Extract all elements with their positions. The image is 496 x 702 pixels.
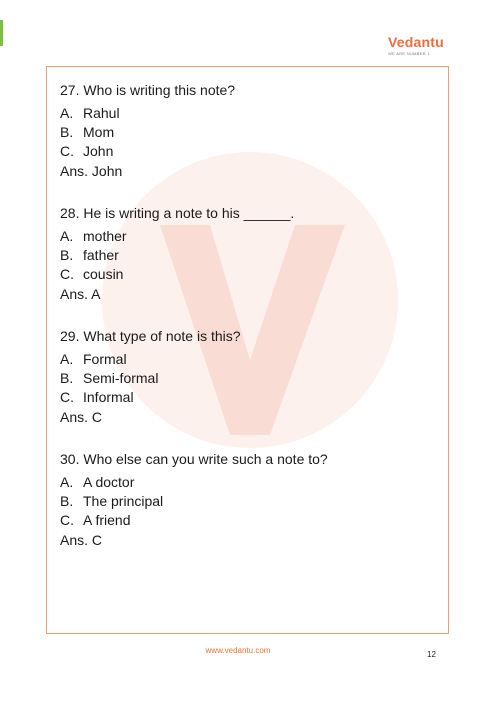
- option-letter: B.: [60, 247, 74, 263]
- option-letter: A.: [60, 474, 74, 490]
- answer-text: Ans. John: [60, 163, 123, 179]
- answer-text: Ans. A: [60, 286, 101, 302]
- question-block: [60, 80, 440, 181]
- option-letter: C.: [60, 143, 74, 159]
- option-text: Rahul: [83, 105, 120, 121]
- option-letter: A.: [60, 351, 74, 367]
- option-item: [60, 369, 440, 388]
- question-text: 28. He is writing a note to his ______.: [60, 205, 295, 221]
- option-letter: B.: [60, 370, 74, 386]
- logo-tagline: WE ARE NUMBER 1: [388, 51, 430, 56]
- answer-text: Ans. C: [60, 409, 103, 425]
- question-text: 27. Who is writing this note?: [60, 82, 236, 98]
- option-letter: C.: [60, 512, 74, 528]
- page-number: 12: [427, 650, 436, 659]
- option-text: A doctor: [83, 474, 135, 490]
- question-block: [60, 326, 440, 427]
- option-text: The principal: [83, 493, 164, 509]
- option-item: [60, 350, 440, 369]
- question-text: 30. Who else can you write such a note to?: [60, 451, 328, 467]
- option-item: [60, 227, 440, 246]
- vedantu-logo: [388, 34, 446, 60]
- option-text: mother: [83, 228, 127, 244]
- option-text: Mom: [83, 124, 115, 140]
- option-item: [60, 142, 440, 161]
- option-item: [60, 473, 440, 492]
- option-letter: A.: [60, 228, 74, 244]
- question-text: 29. What type of note is this?: [60, 328, 241, 344]
- option-letter: C.: [60, 266, 74, 282]
- option-item: [60, 104, 440, 123]
- answer-text: Ans. C: [60, 532, 103, 548]
- option-text: Semi-formal: [83, 370, 159, 386]
- option-text: Informal: [83, 389, 134, 405]
- option-text: John: [83, 143, 114, 159]
- option-item: [60, 265, 440, 284]
- question-block: [60, 449, 440, 550]
- option-letter: B.: [60, 493, 74, 509]
- option-letter: B.: [60, 124, 74, 140]
- side-accent-bar: [0, 20, 3, 46]
- option-text: A friend: [83, 512, 131, 528]
- option-letter: C.: [60, 389, 74, 405]
- option-item: [60, 388, 440, 407]
- option-text: cousin: [83, 266, 124, 282]
- option-item: [60, 123, 440, 142]
- question-block: [60, 203, 440, 304]
- logo-wordmark: Vedantu: [388, 34, 444, 50]
- option-item: [60, 511, 440, 530]
- footer-url-link[interactable]: www.vedantu.com: [205, 646, 271, 655]
- option-letter: A.: [60, 105, 74, 121]
- option-text: Formal: [83, 351, 127, 367]
- option-item: [60, 492, 440, 511]
- option-text: father: [83, 247, 119, 263]
- option-item: [60, 246, 440, 265]
- question-list: [60, 80, 440, 572]
